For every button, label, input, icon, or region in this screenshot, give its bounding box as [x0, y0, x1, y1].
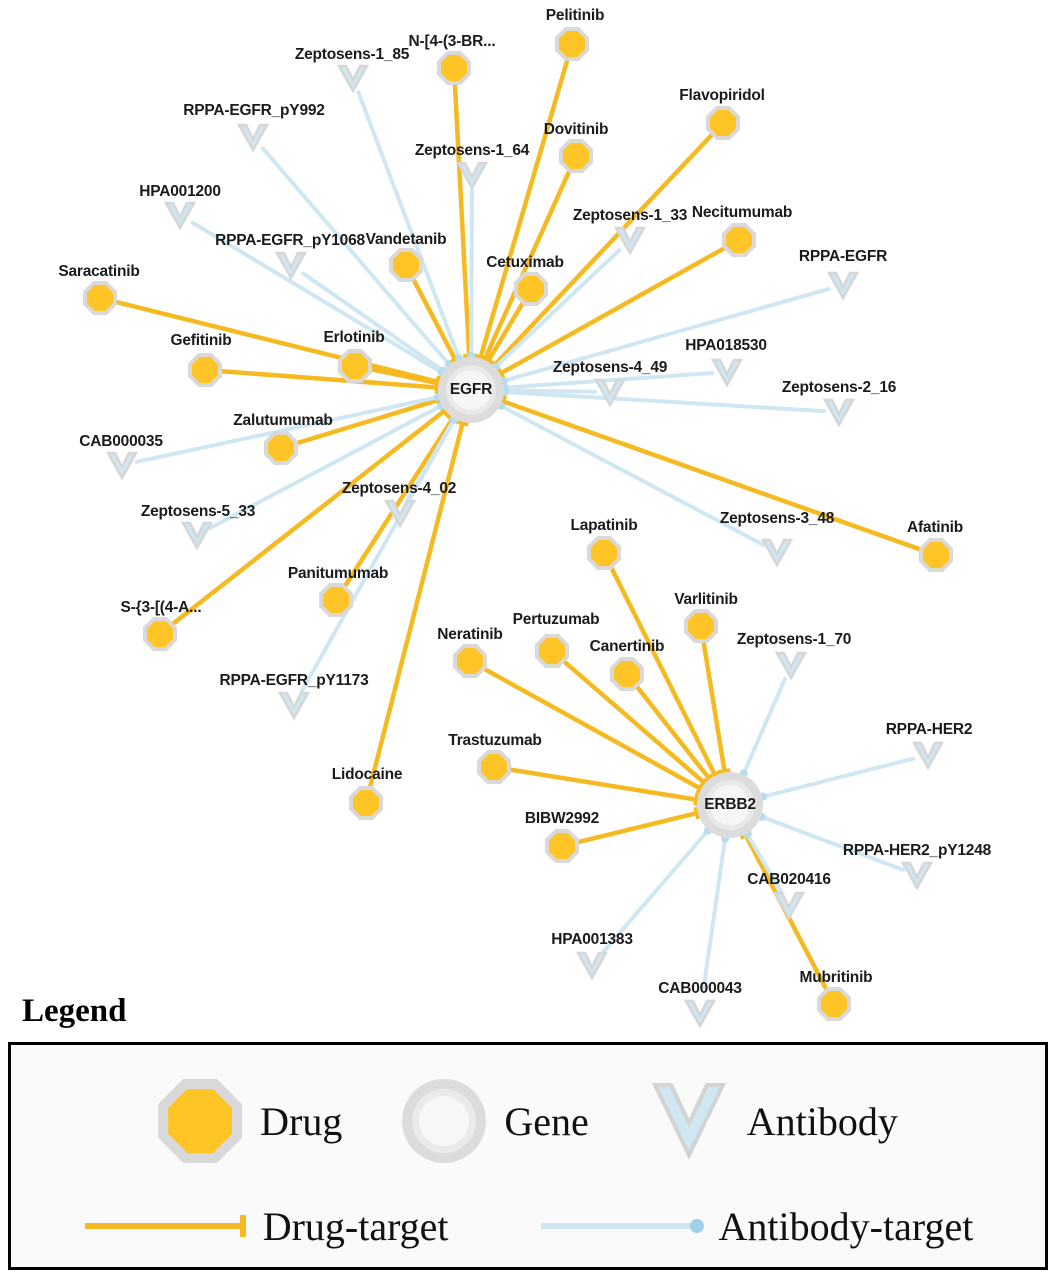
- drug-node[interactable]: [188, 353, 222, 387]
- antibody-node-label: Zeptosens-4_49: [552, 359, 668, 376]
- drug-octagon-icon: [437, 51, 471, 85]
- antibody-node[interactable]: [383, 497, 417, 529]
- drug-octagon-icon: [83, 281, 117, 315]
- legend-title: Legend: [22, 993, 127, 1029]
- drug-node[interactable]: [535, 634, 569, 668]
- drug-octagon-icon: [319, 583, 353, 617]
- antibody-node-label: Zeptosens-5_33: [140, 503, 256, 520]
- drug-node[interactable]: [437, 51, 471, 85]
- antibody-chevron-icon: [911, 739, 945, 771]
- legend-antibody-item: [649, 1077, 898, 1166]
- drug-node-label: Canertinib: [589, 638, 665, 655]
- antibody-chevron-icon: [772, 889, 806, 921]
- antibody-node[interactable]: [822, 396, 856, 428]
- antibody-node[interactable]: [710, 356, 744, 388]
- drug-node[interactable]: [545, 829, 579, 863]
- antibody-node-label: RPPA-HER2_pY1248: [842, 842, 992, 859]
- antibody-chevron-icon: [760, 536, 794, 568]
- antibody-chevron-icon: [826, 269, 860, 301]
- drug-node-label: S-{3-[(4-A...: [120, 599, 202, 616]
- drug-octagon-icon: [338, 349, 372, 383]
- gene-node-label: ERBB2: [704, 796, 756, 813]
- antibody-chevron-icon: [710, 356, 744, 388]
- antibody-node-label: HPA001200: [139, 183, 221, 200]
- drug-node[interactable]: [722, 223, 756, 257]
- antibody-chevron-icon: [180, 519, 214, 551]
- antibody-node[interactable]: [683, 997, 717, 1029]
- drug-node[interactable]: [555, 27, 589, 61]
- drug-node[interactable]: [143, 617, 177, 651]
- legend-antibody-target-edge: [539, 1203, 974, 1250]
- drug-octagon-icon: [264, 431, 298, 465]
- drug-node-label: Trastuzumab: [448, 732, 542, 749]
- legend-drug-item: [158, 1079, 342, 1163]
- drug-octagon-icon: [389, 248, 423, 282]
- antibody-node-label: HPA001383: [551, 931, 633, 948]
- drug-node-label: Vandetanib: [365, 231, 447, 248]
- drug-node-label: Saracatinib: [58, 263, 140, 280]
- drug-octagon-icon: [684, 609, 718, 643]
- antibody-node-label: RPPA-EGFR: [798, 248, 888, 265]
- drug-node[interactable]: [514, 272, 548, 306]
- drug-node-label: Zalutumumab: [233, 412, 333, 429]
- antibody-node[interactable]: [900, 859, 934, 891]
- antibody-chevron-icon: [774, 649, 808, 681]
- antibody-node[interactable]: [613, 224, 647, 256]
- antibody-chevron-icon: [277, 689, 311, 721]
- antibody-node[interactable]: [274, 249, 308, 281]
- legend-antibody-target-label: Antibody-target: [718, 1203, 974, 1249]
- gene-circle-icon: [402, 1079, 486, 1163]
- antibody-chevron-icon: [649, 1077, 729, 1166]
- legend-gene-label: Gene: [504, 1098, 589, 1144]
- legend-drug-label: Drug: [260, 1098, 343, 1144]
- antibody-chevron-icon: [900, 859, 934, 891]
- antibody-chevron-icon: [383, 497, 417, 529]
- drug-node-label: Dovitinib: [543, 121, 609, 138]
- legend-gene-item: [402, 1079, 588, 1163]
- drug-node[interactable]: [349, 786, 383, 820]
- antibody-chevron-icon: [613, 224, 647, 256]
- drug-node[interactable]: [610, 657, 644, 691]
- antibody-node-label: RPPA-EGFR_pY992: [183, 102, 325, 119]
- drug-node[interactable]: [453, 644, 487, 678]
- antibody-chevron-icon: [593, 376, 627, 408]
- drug-node-label: Gefitinib: [170, 332, 232, 349]
- drug-node-label: Panitumumab: [287, 565, 389, 582]
- drug-node[interactable]: [319, 583, 353, 617]
- drug-node[interactable]: [83, 281, 117, 315]
- antibody-chevron-icon: [163, 199, 197, 231]
- antibody-node-label: RPPA-EGFR_pY1173: [219, 672, 369, 689]
- drug-node-label: Erlotinib: [323, 329, 385, 346]
- antibody-chevron-icon: [683, 997, 717, 1029]
- antibody-node-label: RPPA-HER2: [885, 721, 973, 738]
- drug-octagon-icon: [477, 750, 511, 784]
- drug-octagon-icon: [349, 786, 383, 820]
- antibody-node[interactable]: [455, 159, 489, 191]
- antibody-node[interactable]: [336, 62, 370, 94]
- antibody-chevron-icon: [105, 449, 139, 481]
- legend-box: [8, 1042, 1048, 1270]
- antibody-node-label: Zeptosens-1_64: [414, 142, 530, 159]
- drug-node-label: Flavopiridol: [679, 87, 765, 104]
- legend-drug-target-label: Drug-target: [262, 1203, 449, 1249]
- antibody-node-label: Zeptosens-2_16: [781, 379, 897, 396]
- drug-node-label: Pertuzumab: [512, 611, 600, 628]
- drug-node[interactable]: [919, 538, 953, 572]
- antibody-node-label: CAB000035: [79, 433, 163, 450]
- drug-octagon-icon: [559, 139, 593, 173]
- drug-node[interactable]: [587, 536, 621, 570]
- drug-octagon-icon: [453, 644, 487, 678]
- drug-node-label: Mubritinib: [799, 969, 873, 986]
- antibody-chevron-icon: [336, 62, 370, 94]
- drug-octagon-icon: [188, 353, 222, 387]
- drug-node-label: Varlitinib: [674, 591, 738, 608]
- antibody-node[interactable]: [277, 689, 311, 721]
- drug-node-label: Lidocaine: [331, 766, 403, 783]
- drug-octagon-icon: [555, 27, 589, 61]
- antibody-node[interactable]: [774, 649, 808, 681]
- drug-node-label: Cetuximab: [486, 254, 564, 271]
- drug-octagon-icon: [514, 272, 548, 306]
- drug-node[interactable]: [389, 248, 423, 282]
- antibody-node-label: Zeptosens-4_02: [341, 480, 457, 497]
- gene-node-label: EGFR: [449, 381, 493, 398]
- antibody-chevron-icon: [236, 121, 270, 153]
- drug-node[interactable]: [817, 987, 851, 1021]
- antibody-node-label: Zeptosens-1_33: [572, 207, 688, 224]
- legend-antibody-label: Antibody: [746, 1098, 898, 1144]
- drug-octagon-icon: [545, 829, 579, 863]
- drug-node-label: Pelitinib: [545, 7, 605, 24]
- drug-node[interactable]: [338, 349, 372, 383]
- antibody-node[interactable]: [575, 949, 609, 981]
- antibody-node[interactable]: [180, 519, 214, 551]
- drug-octagon-icon: [143, 617, 177, 651]
- drug-node-label: Necitumumab: [691, 204, 793, 221]
- antibody-node[interactable]: [593, 376, 627, 408]
- drug-node-label: Neratinib: [437, 626, 503, 643]
- antibody-node-label: Zeptosens-3_48: [719, 510, 835, 527]
- drug-node[interactable]: [264, 431, 298, 465]
- antibody-chevron-icon: [274, 249, 308, 281]
- drug-node-label: BIBW2992: [524, 810, 600, 827]
- drug-octagon-icon: [722, 223, 756, 257]
- antibody-node-label: HPA018530: [685, 337, 767, 354]
- drug-node-label: N-[4-(3-BR...: [408, 33, 496, 50]
- drug-node[interactable]: [559, 139, 593, 173]
- drug-octagon-icon: [919, 538, 953, 572]
- drug-octagon-icon: [706, 106, 740, 140]
- antibody-node[interactable]: [772, 889, 806, 921]
- antibody-node[interactable]: [236, 121, 270, 153]
- antibody-node[interactable]: [163, 199, 197, 231]
- drug-node[interactable]: [684, 609, 718, 643]
- drug-node-label: Afatinib: [906, 519, 964, 536]
- antibody-node[interactable]: [911, 739, 945, 771]
- drug-octagon-icon: [817, 987, 851, 1021]
- antibody-chevron-icon: [575, 949, 609, 981]
- drug-octagon-icon: [535, 634, 569, 668]
- antibody-node-label: CAB000043: [658, 980, 742, 997]
- drug-octagon-icon: [610, 657, 644, 691]
- drug-node[interactable]: [706, 106, 740, 140]
- antibody-chevron-icon: [822, 396, 856, 428]
- antibody-node-label: RPPA-EGFR_pY1068: [215, 232, 365, 249]
- drug-node[interactable]: [477, 750, 511, 784]
- antibody-node[interactable]: [826, 269, 860, 301]
- drug-octagon-icon: [587, 536, 621, 570]
- antibody-node-label: Zeptosens-1_85: [294, 46, 410, 63]
- legend-drug-target-edge: [83, 1203, 449, 1250]
- drug-octagon-icon: [158, 1079, 242, 1163]
- antibody-node-label: CAB020416: [747, 871, 831, 888]
- antibody-chevron-icon: [455, 159, 489, 191]
- antibody-node-label: Zeptosens-1_70: [736, 631, 852, 648]
- drug-node-label: Lapatinib: [570, 517, 638, 534]
- antibody-node[interactable]: [105, 449, 139, 481]
- antibody-node[interactable]: [760, 536, 794, 568]
